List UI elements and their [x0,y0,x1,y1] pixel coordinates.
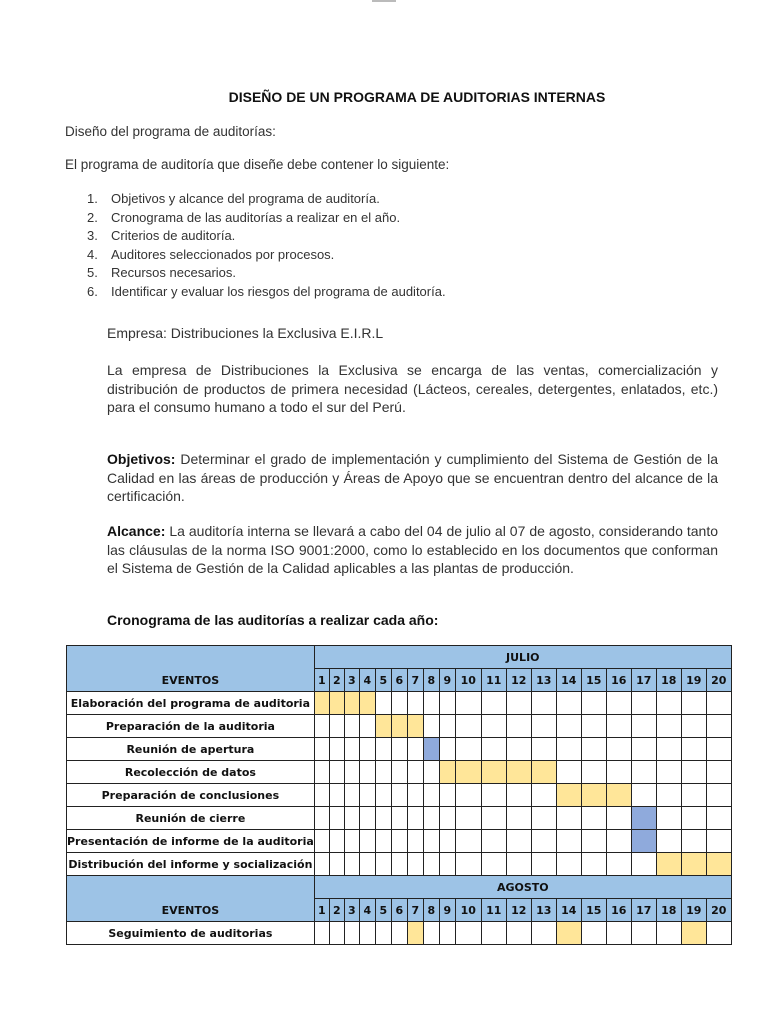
schedule-cell [329,784,344,807]
event-label: Preparación de la auditoria [67,715,315,738]
schedule-cell [681,738,706,761]
schedule-cell [314,784,329,807]
schedule-cell [706,761,731,784]
schedule-cell [375,738,391,761]
schedule-cell [314,807,329,830]
schedule-cell [375,853,391,876]
schedule-cell [407,761,423,784]
schedule-cell [407,830,423,853]
schedule-cell [681,715,706,738]
schedule-cell [359,784,375,807]
day-number: 16 [606,669,631,692]
event-label: Distribución del informe y socialización [67,853,315,876]
objectives-text: Determinar el grado de implementación y cumplimiento del Sistema de Gestión de la Calidad en las áreas de producción y Áreas de Apoyo que se encuentran dentro del alcance de la certificación. [107,451,718,504]
schedule-cell-active [375,715,391,738]
scope-label: Alcance: [107,523,166,539]
schedule-cell [581,692,606,715]
day-number: 12 [506,899,531,922]
schedule-cell [407,853,423,876]
schedule-cell [531,715,556,738]
day-number: 2 [329,899,344,922]
events-header: EVENTOS [161,674,220,687]
schedule-cell [556,715,581,738]
schedule-cell [506,692,531,715]
schedule-cell [681,830,706,853]
schedule-cell [439,738,455,761]
schedule-cell [531,853,556,876]
day-number: 6 [391,669,407,692]
schedule-cell-active [581,784,606,807]
day-number: 3 [344,899,359,922]
schedule-cell [631,853,656,876]
company-description: La empresa de Distribuciones la Exclusiva se encarga de las ventas, comercialización y distribución de productos de primera necesidad (Lácteos, cereales, detergentes, enlatados, etc.) para el consumo humano a todo el sur del Perú. [107,362,718,415]
objectives-paragraph [107,450,718,506]
intro-line-1: Diseño del programa de auditorías: [65,124,276,139]
schedule-cell [375,807,391,830]
schedule-cell [706,738,731,761]
schedule-cell [506,830,531,853]
table-row [67,784,732,807]
schedule-cell [706,922,731,945]
schedule-cell [407,738,423,761]
schedule-cell [329,715,344,738]
schedule-cell [439,807,455,830]
day-number: 5 [375,899,391,922]
schedule-cell [481,692,506,715]
day-number: 5 [375,669,391,692]
table-row [67,922,732,945]
schedule-cell [631,692,656,715]
event-label: Recolección de datos [67,761,315,784]
schedule-cell [481,830,506,853]
schedule-cell-active [506,761,531,784]
schedule-cell [455,784,481,807]
day-number: 7 [407,899,423,922]
schedule-cell [531,922,556,945]
schedule-cell [706,807,731,830]
schedule-cell [556,807,581,830]
schedule-cell [407,807,423,830]
schedule-cell-active [391,715,407,738]
schedule-cell-active [423,738,439,761]
schedule-cell [481,853,506,876]
day-number: 13 [531,669,556,692]
schedule-cell [375,692,391,715]
schedule-cell [329,738,344,761]
schedule-cell [581,807,606,830]
list-item: 1. Objetivos y alcance del programa de auditoría. [87,191,380,206]
day-number: 16 [606,899,631,922]
schedule-cell [631,922,656,945]
month-header-row [67,646,732,669]
day-number: 14 [556,899,581,922]
schedule-cell [455,922,481,945]
schedule-cell [359,761,375,784]
schedule-cell [556,761,581,784]
schedule-cell [455,830,481,853]
schedule-cell [439,715,455,738]
schedule-cell [455,692,481,715]
day-number: 7 [407,669,423,692]
schedule-cell [706,784,731,807]
schedule-cell [531,784,556,807]
day-number: 19 [681,669,706,692]
schedule-cell [656,738,681,761]
day-number: 17 [631,899,656,922]
table-row [67,692,732,715]
schedule-cell [344,784,359,807]
schedule-cell [506,922,531,945]
day-number: 6 [391,899,407,922]
schedule-cell [344,922,359,945]
day-number: 15 [581,669,606,692]
schedule-cell [556,853,581,876]
schedule-cell-active [706,853,731,876]
schedule-cell [481,715,506,738]
schedule-cell-active [606,784,631,807]
schedule-cell-active [556,922,581,945]
schedule-cell [344,830,359,853]
schedule-cell [681,761,706,784]
event-label: Preparación de conclusiones [67,784,315,807]
schedule-cell-active [481,761,506,784]
schedule-cell [656,830,681,853]
day-number: 10 [455,899,481,922]
schedule-cell [531,692,556,715]
events-header-spacer [67,646,315,692]
event-label: Presentación de informe de la auditoria [67,830,315,853]
schedule-cell [681,784,706,807]
month-header-row [67,876,732,899]
schedule-cell [423,784,439,807]
schedule-cell [631,784,656,807]
schedule-cell [455,807,481,830]
day-number: 20 [706,669,731,692]
document-title: DISEÑO DE UN PROGRAMA DE AUDITORIAS INTERNAS [228,89,606,105]
schedule-cell [656,715,681,738]
requirements-list [87,190,446,302]
schedule-cell [656,807,681,830]
schedule-cell-active [681,922,706,945]
schedule-cell [344,807,359,830]
schedule-cell-active [455,761,481,784]
day-number: 9 [439,669,455,692]
schedule-cell [506,784,531,807]
schedule-cell [423,715,439,738]
schedule-cell-active [407,922,423,945]
day-number: 8 [423,899,439,922]
schedule-cell [314,761,329,784]
list-item: 4. Auditores seleccionados por procesos. [87,246,335,262]
schedule-cell-active [439,761,455,784]
schedule-cell [606,761,631,784]
schedule-cell [606,715,631,738]
schedule-cell [344,761,359,784]
table-row [67,807,732,830]
day-number: 18 [656,899,681,922]
schedule-cell [706,830,731,853]
day-number: 13 [531,899,556,922]
day-number: 1 [314,899,329,922]
company-name: Empresa: Distribuciones la Exclusiva E.I.R.L [107,325,384,341]
objectives-label: Objetivos: [107,451,176,467]
table-row [67,830,732,853]
schedule-cell [391,922,407,945]
schedule-cell [531,738,556,761]
schedule-cell [407,692,423,715]
schedule-title: Cronograma de las auditorías a realizar cada año: [107,612,439,628]
intro-line-2: El programa de auditoría que diseñe debe contener lo siguiente: [65,157,450,172]
event-label: Elaboración del programa de auditoria [67,692,315,715]
schedule-cell [656,922,681,945]
schedule-cell [329,830,344,853]
schedule-cell [606,807,631,830]
day-number: 15 [581,899,606,922]
schedule-cell-active [681,853,706,876]
schedule-cell [606,738,631,761]
schedule-cell [359,830,375,853]
schedule-cell [556,738,581,761]
schedule-cell [439,853,455,876]
schedule-cell [506,807,531,830]
schedule-cell [375,830,391,853]
schedule-cell-active [631,807,656,830]
schedule-cell [391,784,407,807]
schedule-cell [581,830,606,853]
schedule-cell [455,853,481,876]
schedule-cell-active [556,784,581,807]
schedule-cell [375,761,391,784]
schedule-cell [606,830,631,853]
schedule-cell [631,738,656,761]
day-number: 11 [481,669,506,692]
day-number: 1 [314,669,329,692]
schedule-cell-active [531,761,556,784]
schedule-cell [631,715,656,738]
day-number: 11 [481,899,506,922]
schedule-cell [556,692,581,715]
schedule-cell [506,715,531,738]
schedule-cell [606,853,631,876]
schedule-cell [314,830,329,853]
month-name: AGOSTO [314,876,731,899]
day-number: 8 [423,669,439,692]
schedule-cell [506,853,531,876]
event-label: Seguimiento de auditorias [67,922,315,945]
schedule-cell [423,853,439,876]
list-item: 2. Cronograma de las auditorías a realizar en el año. [87,209,401,225]
schedule-cell [481,784,506,807]
schedule-cell [359,922,375,945]
schedule-cell [329,761,344,784]
schedule-cell [329,922,344,945]
schedule-cell [344,853,359,876]
schedule-cell [681,807,706,830]
schedule-cell [706,692,731,715]
schedule-cell [344,715,359,738]
schedule-cell [314,922,329,945]
schedule-cell [455,738,481,761]
schedule-cell [481,807,506,830]
schedule-cell [407,784,423,807]
schedule-cell [314,715,329,738]
schedule-cell [423,807,439,830]
schedule-cell [423,761,439,784]
month-name: JULIO [314,646,731,669]
schedule-cell [423,692,439,715]
list-item: 3. Criterios de auditoría. [87,228,236,244]
scope-text: La auditoría interna se llevará a cabo del 04 de julio al 07 de agosto, considerando tanto las cláusulas de la norma ISO 9001:2000, como lo establecido en los documentos que conforman el Sistema de Gestión de la Calidad aplicables a las plantas de producción. [107,523,718,576]
day-number: 10 [455,669,481,692]
schedule-cell [439,692,455,715]
schedule-cell [481,738,506,761]
schedule-cell [581,715,606,738]
schedule-cell [656,692,681,715]
event-label: Reunión de apertura [67,738,315,761]
scope-paragraph [107,522,718,578]
schedule-cell [439,922,455,945]
schedule-cell [359,715,375,738]
schedule-cell [423,922,439,945]
list-item: 6. Identificar y evaluar los riesgos del programa de auditoría. [87,283,446,299]
schedule-cell [314,738,329,761]
schedule-cell [581,761,606,784]
schedule-cell [329,807,344,830]
schedule-cell [531,830,556,853]
day-number: 4 [359,899,375,922]
schedule-cell [481,922,506,945]
schedule-cell [375,922,391,945]
schedule-cell [359,738,375,761]
schedule-cell [581,922,606,945]
schedule-cell [531,807,556,830]
schedule-cell [391,807,407,830]
schedule-cell [391,830,407,853]
schedule-cell [344,738,359,761]
day-number: 14 [556,669,581,692]
day-number: 17 [631,669,656,692]
schedule-cell [423,830,439,853]
table-row [67,715,732,738]
schedule-cell [391,853,407,876]
schedule-cell [391,761,407,784]
schedule-cell [329,853,344,876]
schedule-cell [656,784,681,807]
day-number: 19 [681,899,706,922]
events-header-spacer [67,876,315,922]
schedule-cell [706,715,731,738]
schedule-cell [606,692,631,715]
schedule-cell-active [656,853,681,876]
schedule-cell-active [407,715,423,738]
schedule-cell [359,807,375,830]
schedule-cell [391,692,407,715]
day-number: 20 [706,899,731,922]
schedule-table [66,645,732,945]
schedule-cell [439,784,455,807]
table-row [67,738,732,761]
schedule-cell [506,738,531,761]
schedule-cell [581,853,606,876]
event-label: Reunión de cierre [67,807,315,830]
schedule-cell-active [314,692,329,715]
schedule-cell-active [631,830,656,853]
schedule-cell [455,715,481,738]
schedule-cell [606,922,631,945]
schedule-cell [681,692,706,715]
schedule-cell [314,853,329,876]
day-number: 4 [359,669,375,692]
day-number: 2 [329,669,344,692]
schedule-cell [656,761,681,784]
page-top-mark [372,0,396,2]
schedule-cell [359,853,375,876]
day-number: 9 [439,899,455,922]
table-row [67,761,732,784]
schedule-cell [556,830,581,853]
schedule-cell [439,830,455,853]
list-item: 5. Recursos necesarios. [87,265,236,281]
table-row [67,853,732,876]
day-number: 18 [656,669,681,692]
day-number: 3 [344,669,359,692]
events-header: EVENTOS [161,904,220,917]
schedule-cell-active [344,692,359,715]
schedule-cell-active [329,692,344,715]
schedule-cell [631,761,656,784]
schedule-cell-active [359,692,375,715]
day-number: 12 [506,669,531,692]
schedule-cell [581,738,606,761]
schedule-cell [391,738,407,761]
schedule-cell [375,784,391,807]
